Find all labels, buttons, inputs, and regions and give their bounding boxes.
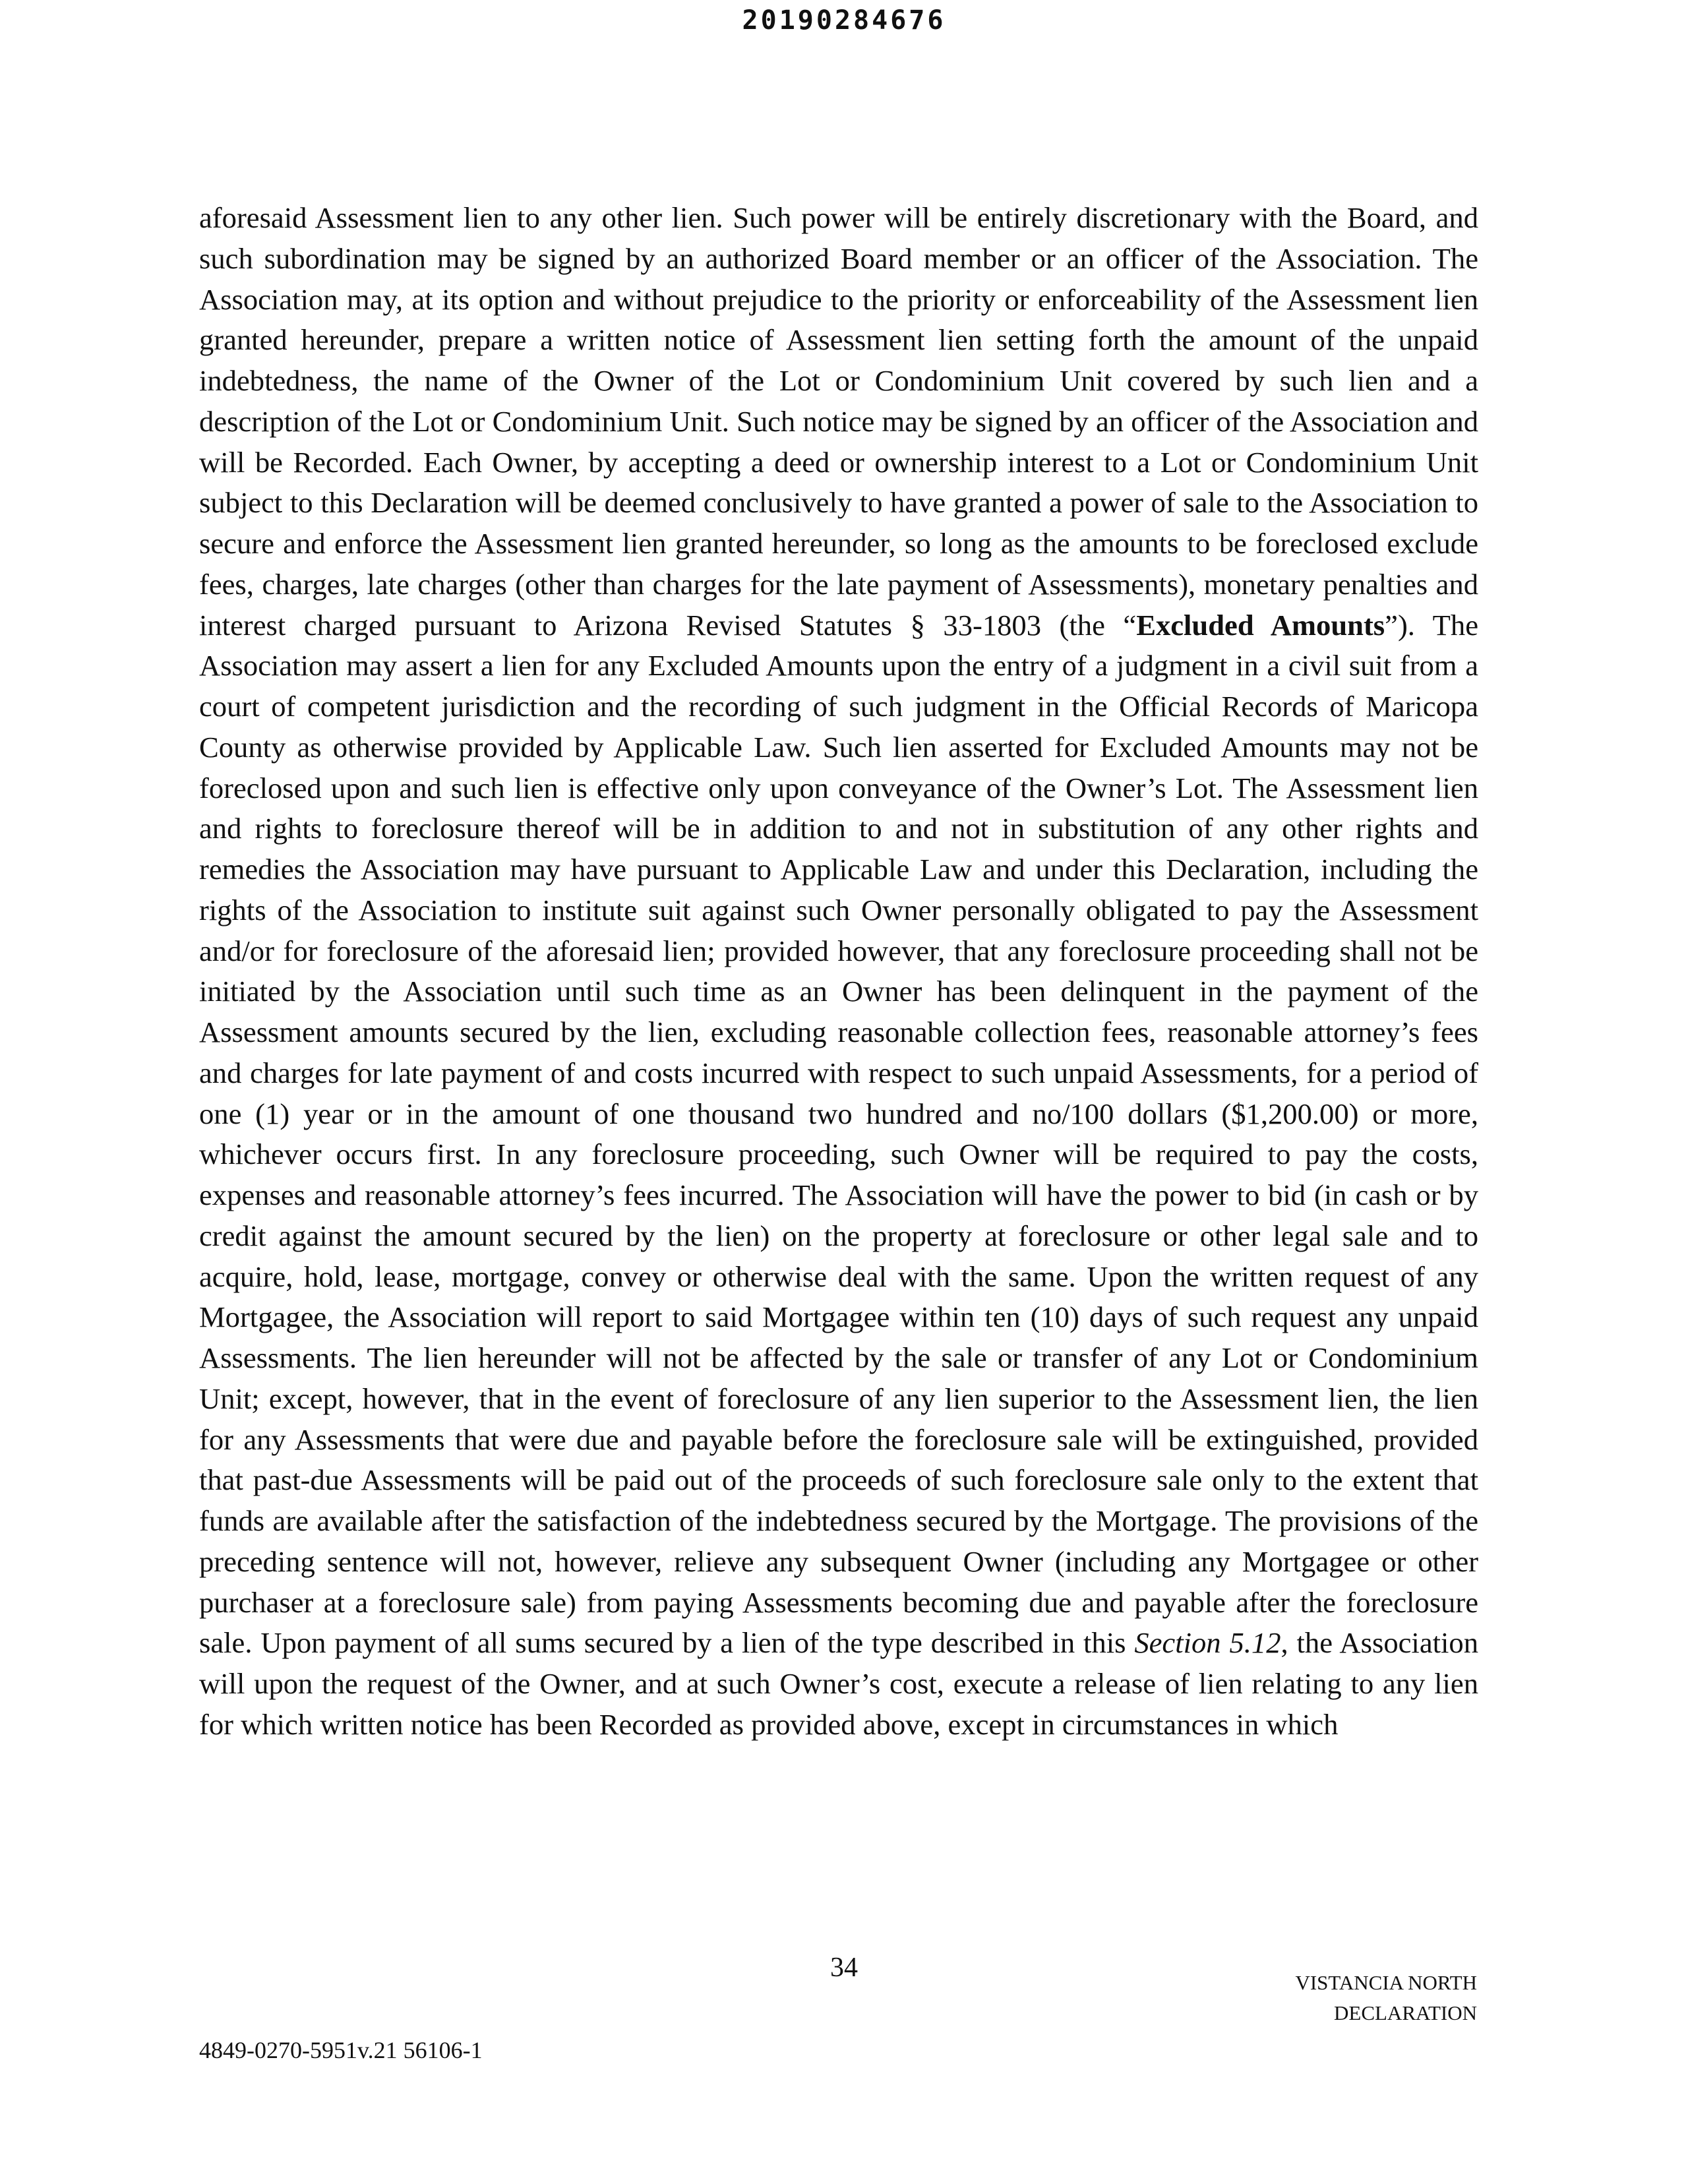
document-id: 4849-0270-5951v.21 56106-1 [199,2037,483,2063]
declaration-label-line-2: DECLARATION [1334,2001,1477,2024]
body-text-part-2: ”). The Association may assert a lien for any Excluded Amounts upon the entry of a judgment in a civil suit from a court of competent jurisdiction and the recording of such judgment in the Official Records of Maricopa County as otherwise provided by Applicable Law. Such lien asserted for Excluded Amounts may not be foreclosed upon and such lien is effective only upon conveyance of the Owner’s Lot. The Assessment lien and rights to foreclosure thereof will be in addition to and not in substitution of any other rights and remedies the Association may have pursuant to Applicable Law and under this Declaration, including the rights of the Association to institute suit against such Owner personally obligated to pay the Assessment and/or for foreclosure of the aforesaid lien; provided however, that any foreclosure proceeding shall not be initiated by the Association until such time as an Owner has been delinquent in the payment of the Assessment amounts secured by the lien, excluding reasonable collection fees, reasonable attorney’s fees and charges for late payment of and costs incurred with respect to such unpaid Assessments, for a period of one (1) year or in the amount of one thousand two hundred and no/100 dollars ($1,200.00) or more, whichever occurs first. In any foreclosure proceeding, such Owner will be required to pay the costs, expenses and reasonable attorney’s fees incurred. The Association will have the power to bid (in cash or by credit against the amount secured by the lien) on the property at foreclosure or other legal sale and to acquire, hold, lease, mortgage, convey or otherwise deal with the same. Upon the written request of any Mortgagee, the Association will report to said Mortgagee within ten (10) days of such request any unpaid Assessments. The lien hereunder will not be affected by the sale or transfer of any Lot or Condominium Unit; except, however, that in the event of foreclosure of any lien superior to the Assessment lien, the lien for any Assessments that were due and payable before the foreclosure sale will be extinguished, provided that past-due Assessments will be paid out of the proceeds of such foreclosure sale only to the extent that funds are available after the satisfaction of the indebtedness secured by the Mortgage. The provisions of the preceding sentence will not, however, relieve any subsequent Owner (including any Mortgagee or other purchaser at a foreclosure sale) from paying Assessments becoming due and payable after the foreclosure sale. Upon payment of all sums secured by a lien of the type described in this [199,608,1478,1660]
declaration-label [1200,1968,1477,2028]
body-paragraph [199,198,1478,1745]
defined-term-excluded-amounts: Excluded Amounts [1136,608,1385,642]
declaration-label-line-1: VISTANCIA NORTH [1295,1971,1477,1994]
recording-number: 20190284676 [742,5,946,36]
page-number: 34 [830,1953,858,1983]
section-reference: Section 5.12 [1134,1626,1281,1660]
body-text-part-1: aforesaid Assessment lien to any other lien. Such power will be entirely discretionary with the Board, and such subordination may be signed by an authorized Board member or an officer of the Association. The Association may, at its option and without prejudice to the priority or enforceability of the Assessment lien granted hereunder, prepare a written notice of Assessment lien setting forth the amount of the unpaid indebtedness, the name of the Owner of the Lot or Condominium Unit covered by such lien and a description of the Lot or Condominium Unit. Such notice may be signed by an officer of the Association and will be Recorded. Each Owner, by accepting a deed or ownership interest to a Lot or Condominium Unit subject to this Declaration will be deemed conclusively to have granted a power of sale to the Association to secure and enforce the Assessment lien granted hereunder, so long as the amounts to be foreclosed exclude fees, charges, late charges (other than charges for the late payment of Assessments), monetary penalties and interest charged pursuant to Arizona Revised Statutes § 33-1803 (the “ [199,201,1478,642]
body-text-part-3: , the Association will upon the request of the Owner, and at such Owner’s cost, execute a release of lien relating to any lien for which written notice has been Recorded as provided above, except in circumstances in which [199,1626,1478,1741]
